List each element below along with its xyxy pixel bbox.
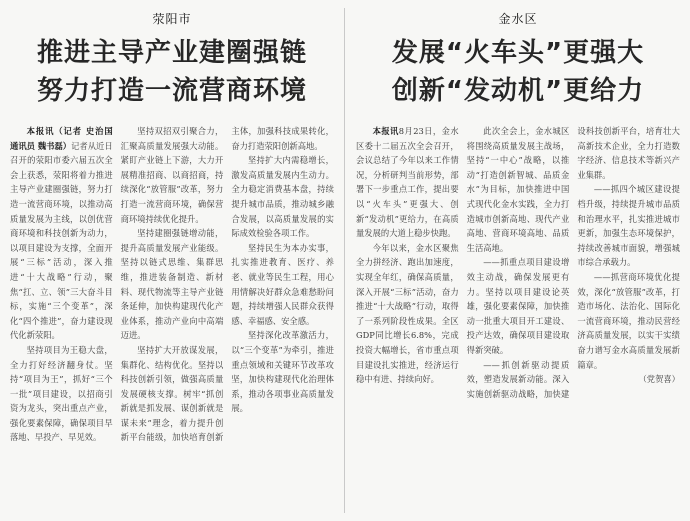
article-jinshui <box>346 0 690 521</box>
paragraph: 坚持项目为王稳大盘，全力打好经济翻身仗。坚持“项目为王”，抓好“三个一批”项目建设，以招商引资为龙头，突出重点产业，强化要素保障，确保项目早落地、早投产、早见效。 <box>10 344 113 443</box>
paragraph: ——抓四个城区建设提档升级，持续提升城市品质和治理水平，扎实推进城市更新，加强生态环境保护，持续改善城市面貌，增强城市综合承载力。 <box>577 184 680 268</box>
article-xingyang <box>0 0 344 521</box>
paragraph: 本报讯（记者 史治国 通讯员 魏书磊）记者从近日召开的荥阳市委六届五次全会上获悉，荥阳将着力推进主导产业建圈强链，努力打造一流营商环境，以推动高质量发展为主线，以创优营商环境和科技创新为动力，以项目建设为支撑，全面开展“三标”活动，深入推进“十大战略”行动，聚焦“扛、立、领”三大奋斗目标，实施“三个变革”，深化“四个推进”，奋力建设现代化新荥阳。 <box>10 126 113 341</box>
author-credit: （党贺喜） <box>638 374 680 385</box>
district-label: 金水区 <box>498 12 538 26</box>
paragraph: 坚持民生为本办实事，扎实推进教育、医疗、养老、就业等民生工程，用心用情解决好群众急难愁盼问题，持续增强人民群众获得感、幸福感、安全感。 <box>231 242 334 326</box>
paragraph: 此次全会上，金水城区将围绕高质量发展主战场，坚持“一中心”战略，以推动“打造创新智城、品质金水”为目标，加快推进中国式现代化金水实践，全力打造城市创新高地、现代产业高地、营商环境高地、品质生活高地。 <box>466 126 570 253</box>
lead-byline: 本报讯（记者 史治国 通讯员 魏书磊） <box>10 126 113 151</box>
headline-line-1: 发展“火车头”更强大 <box>391 38 645 68</box>
article-body <box>356 124 680 515</box>
paragraph: ——抓营商环境优化提效，深化“放管服”改革，打造市场化、法治化、国际化一流营商环境，推动民营经济高质量发展，以实干实绩奋力谱写金水高质量发展新篇章。 <box>577 271 680 370</box>
district-label: 荥阳市 <box>152 12 192 26</box>
paragraph: 坚持双招双引聚合力，汇聚高质量发展强大动能。紧盯产业链上下游，大力开展精准招商、以商招商，持续深化“放管服”改革，努力打造一流营商环境，确保营商环境持续优化提升。 <box>120 126 224 224</box>
paragraph: 坚持深化改革激活力，以“三个变革”为牵引，推进重点领域和关键环节改革攻坚，加快构建现代化治理体系，推动各项事业高质量发展。 <box>231 330 334 414</box>
paragraph: ——抓重点项目建设增效主动战，确保发展更有力。坚持以项目建设论英雄，强化要素保障，加快推动一批重大项目开工建设、投产达效，确保项目建设取得新突破。 <box>466 257 570 355</box>
headline-line-2: 创新“发动机”更给力 <box>391 76 645 106</box>
column-divider <box>344 8 345 513</box>
headline-line-2: 努力打造一流营商环境 <box>36 76 307 106</box>
paragraph: ——抓创新驱动提质效，塑造发展新动能。深入实施创新驱动战略，加快建设科技创新平台，培育壮大高新技术企业，全力打造数字经济、信息技术等新兴产业集群。 <box>466 126 680 399</box>
paragraph: 本报讯8月23日，金水区委十二届五次全会召开，会议总结了今年以来工作情况，分析研判当前形势，部署下一步重点工作，提出要以“火车头”更强大、创新“发动机”更给力，在高质量发展的大道上稳步快跑。 <box>356 126 459 239</box>
paragraph: 今年以来，金水区聚焦全力拼经济、跑出加速度，实现全年红，确保高质量，深入开展“三标”活动，奋力推进“十大战略”行动，取得了一系列阶段性成果。全区GDP同比增长6.8%，完成投资大幅增长，省市重点项目建设扎实推进，经济运行稳中有进、持续向好。 <box>356 242 459 385</box>
article-body <box>10 124 334 515</box>
headline-line-1: 推进主导产业建圈强链 <box>36 38 307 68</box>
paragraph: 坚持建圈强链增动能，提升高质量发展产业能级。坚持以链式思维、集群思维，推进装备制造、新材料、现代物流等主导产业链条延伸，加快构建现代化产业体系，推动产业向中高端迈进。 <box>120 228 224 341</box>
lead-byline: 本报讯 <box>372 126 399 136</box>
paragraph: 坚持扩大开放谋发展，集群化、结构优化。坚持以科技创新引领，做强高质量发展硬核支撑。树牢“抓创新就是抓发展、谋创新就是谋未来”理念，着力提升创新平台能级，加快培育创新主体，加强科技成果转化，奋力打造荥阳创新高地。 <box>120 126 334 443</box>
paragraph: 坚持扩大内需稳增长，激发高质量发展内生动力。全力稳定消费基本盘，持续提升城市品质，推动城乡融合发展，以高质量发展的实际成效检验各项工作。 <box>231 155 334 239</box>
